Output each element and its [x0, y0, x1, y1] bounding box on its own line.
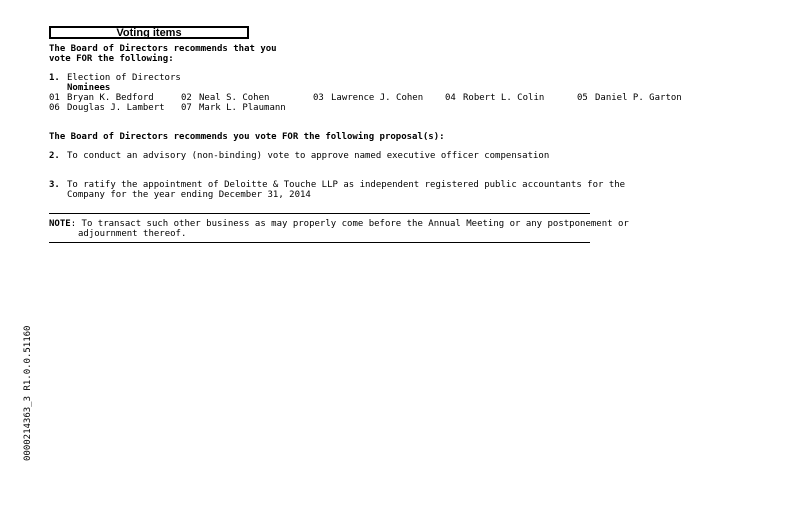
- nominee-01-num: 01: [49, 93, 60, 103]
- side-code: 0000214363_3 R1.0.0.51160: [23, 325, 33, 461]
- nominee-03-name: Lawrence J. Cohen: [331, 93, 424, 103]
- item2-text: To conduct an advisory (non-binding) vote to approve named executive officer compensation: [67, 151, 550, 161]
- note-line1: [49, 219, 629, 229]
- nominee-03-num: 03: [313, 93, 324, 103]
- item1-title: Election of Directors: [67, 73, 181, 83]
- item2-number: 2.: [49, 151, 60, 161]
- item3-line1: To ratify the appointment of Deloitte & Touche LLP as independent registered public accountants for the: [67, 180, 626, 190]
- nominee-02-num: 02: [181, 93, 192, 103]
- note-text-line1: : To transact such other business as may properly come before the Annual Meeting or any postponement or: [70, 219, 629, 229]
- note-label: NOTE: [49, 219, 71, 229]
- nominee-04-name: Robert L. Colin: [463, 93, 545, 103]
- nominee-02-name: Neal S. Cohen: [199, 93, 270, 103]
- nominee-05-num: 05: [577, 93, 588, 103]
- nominee-06-name: Douglas J. Lambert: [67, 103, 165, 113]
- board-recommend-line1: The Board of Directors recommends that you: [49, 44, 277, 54]
- item3-number: 3.: [49, 180, 60, 190]
- note-line2: adjournment thereof.: [78, 229, 187, 239]
- side-code-container: [23, 325, 33, 465]
- board-recommend-line2: vote FOR the following:: [49, 54, 174, 64]
- item3-line2: Company for the year ending December 31, 2014: [67, 190, 311, 200]
- nominee-07-name: Mark L. Plaumann: [199, 103, 286, 113]
- nominee-07-num: 07: [181, 103, 192, 113]
- nominee-04-num: 04: [445, 93, 456, 103]
- nominee-06-num: 06: [49, 103, 60, 113]
- voting-items-title: Voting items: [49, 26, 249, 39]
- item1-number: 1.: [49, 73, 60, 83]
- nominee-05-name: Daniel P. Garton: [595, 93, 682, 103]
- divider-top: [49, 213, 590, 214]
- divider-bottom: [49, 242, 590, 243]
- board-recommend-proposals: The Board of Directors recommends you vote FOR the following proposal(s):: [49, 132, 445, 142]
- nominees-heading: Nominees: [67, 83, 111, 93]
- nominee-01-name: Bryan K. Bedford: [67, 93, 154, 103]
